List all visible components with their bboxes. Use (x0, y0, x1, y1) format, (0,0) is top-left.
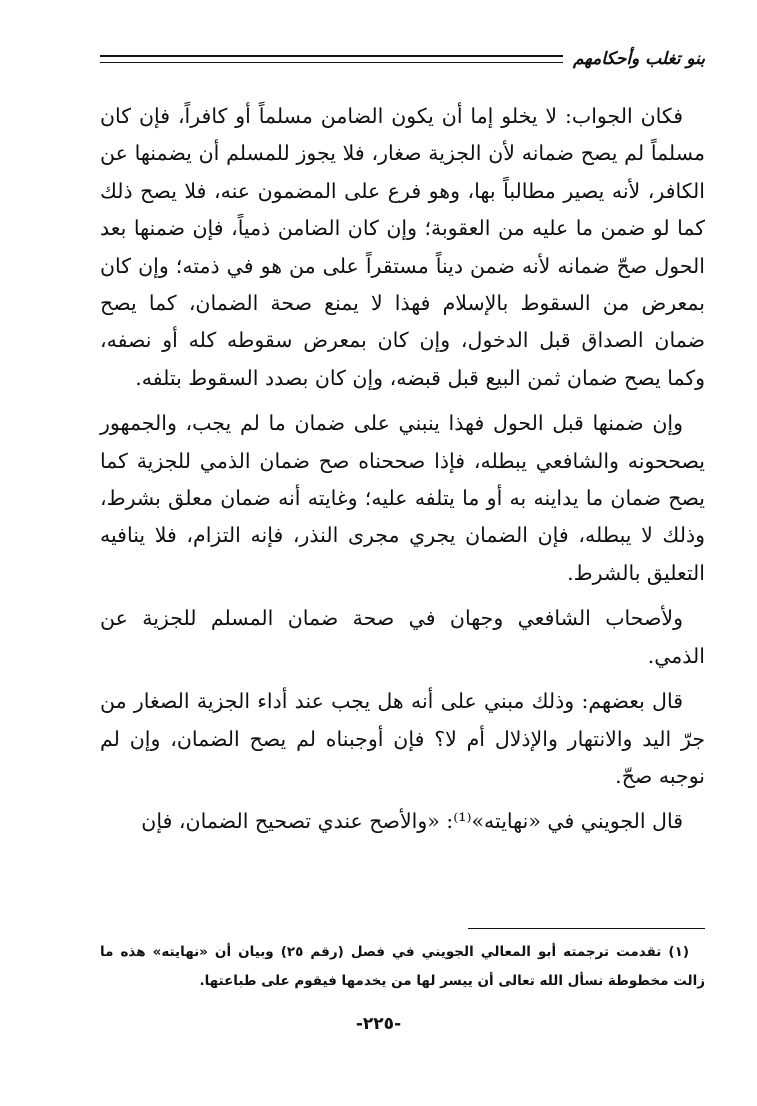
paragraph: ولأصحاب الشافعي وجهان في صحة ضمان المسلم للجزية عن الذمي. (100, 606, 705, 668)
footnote: (١) تقدمت ترجمته أبو المعالي الجويني في فصل (رقم ٢٥) وبيان أن «نهايته» هذه ما زالت مخطوطة نسأل الله تعالى أن ييسر لها من يخدمها فيقوم على طباعتها. (100, 944, 705, 989)
running-header (100, 44, 705, 74)
footnote-separator (468, 928, 705, 929)
header-rule (100, 55, 563, 63)
paragraph: فكان الجواب: لا يخلو إما أن يكون الضامن مسلماً أو كافراً، فإن كان مسلماً لم يصح ضمانه لأن الجزية صغار، فلا يجوز للمسلم أن يضمنها عن الكافر، لأنه يصير مطالباً بها، وهو فرع على المضمون عنه، فلا يصح ذلك كما لو ضمن ما عليه من العقوبة؛ وإن كان الضامن ذمياً، فإن ضمنها بعد الحول صحّ ضمانه لأنه ضمن ديناً مستقراً على من هو في ذمته؛ وإن كان بمعرض من السقوط بالإسلام فهذا لا يمنع صحة الضمان، كما يصح ضمان الصداق قبل الدخول، وإن كان بمعرض سقوطه كله أو نصفه، وكما يصح ضمان ثمن البيع قبل قبضه، وإن كان بصدد السقوط بتلفه. (100, 104, 705, 390)
paragraph: قال بعضهم: وذلك مبني على أنه هل يجب عند أداء الجزية الصغار من جرّ اليد والانتهار والإذلال أم لا؟ فإن أوجبناه لم يصح الضمان، وإن لم نوجبه صحّ. (100, 689, 705, 788)
paragraph: قال الجويني في «نهايته»⁽¹⁾: «والأصح عندي تصحيح الضمان، فإن (141, 809, 683, 834)
header-title: بنو تغلب وأحكامهم (573, 49, 705, 69)
paragraph: وإن ضمنها قبل الحول فهذا ينبني على ضمان ما لم يجب، والجمهور يصححونه والشافعي يبطله، فإذا صححناه صح ضمان الذمي للجزية كما يصح ضمان ما يداينه به أو ما يتلفه عليه؛ وغايته أنه ضمان معلق بشرط، وذلك لا يبطله، فإن الضمان يجري مجرى النذر، فإنه التزام، فلا ينافيه التعليق بالشرط. (100, 411, 705, 585)
page-number: -٢٢٥- (355, 1014, 402, 1034)
main-text (100, 98, 705, 849)
